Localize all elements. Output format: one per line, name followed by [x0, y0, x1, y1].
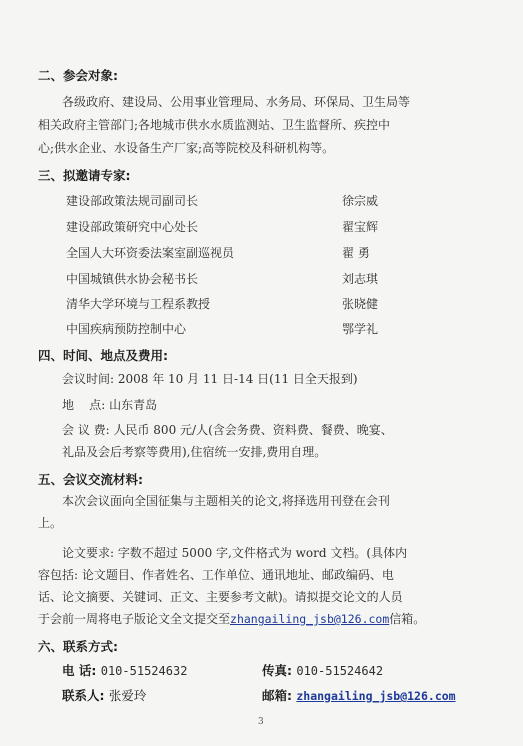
section-6-heading: 六、联系方式:	[38, 639, 118, 654]
expert-name: 翟 勇	[342, 246, 370, 260]
s5-p2-line-4-post: 信箱。	[389, 612, 426, 626]
expert-title: 清华大学环境与工程系教授	[66, 297, 211, 311]
mail-label: 邮箱:	[262, 688, 292, 703]
section-3-heading: 三、拟邀请专家:	[38, 168, 131, 183]
s5-p2-line-4-pre: 于会前一周将电子版论文全文提交至	[38, 612, 231, 626]
s2-line-1: 各级政府、建设局、公用事业管理局、水务局、环保局、卫生局等	[62, 95, 411, 109]
phone-line	[62, 661, 187, 679]
meeting-place: 地 点: 山东青岛	[62, 398, 158, 412]
expert-row	[66, 270, 466, 286]
contact-person-label: 联系人:	[62, 688, 105, 703]
mail-line	[262, 686, 456, 704]
expert-row	[66, 244, 466, 260]
contact-email-link[interactable]: zhangailing_jsb@126.com	[296, 689, 456, 703]
section-2-heading: 二、参会对象:	[38, 68, 118, 83]
expert-row	[66, 192, 466, 208]
contact-person-line	[62, 686, 146, 704]
s2-line-3: 心;供水企业、水设备生产厂家;高等院校及科研机构等。	[38, 141, 335, 155]
phone-label: 电 话:	[62, 663, 97, 678]
page-number: 3	[258, 717, 264, 727]
s5-p1-line-2: 上。	[38, 516, 63, 530]
section-4-heading: 四、时间、地点及费用:	[38, 348, 168, 363]
fax-label: 传真:	[262, 663, 292, 678]
expert-title: 全国人大环资委法案室副巡视员	[66, 246, 235, 260]
expert-title: 建设部政策研究中心处长	[66, 220, 199, 234]
expert-title: 中国城镇供水协会秘书长	[66, 272, 199, 286]
contact-person-value: 张爱玲	[108, 688, 147, 703]
expert-row	[66, 218, 466, 234]
fax-value: 010-51524642	[296, 664, 384, 678]
s5-p1-line-1: 本次会议面向全国征集与主题相关的论文,将择选用刊登在会刊	[62, 494, 390, 508]
s2-line-2: 相关政府主管部门;各地城市供水水质监测站、卫生监督所、疾控中	[38, 118, 391, 132]
meeting-fee-line-2: 礼品及会后考察等费用),住宿统一安排,费用自理。	[62, 445, 327, 459]
meeting-fee-line-1: 会 议 费: 人民币 800 元/人(含会务费、资料费、餐费、晚宴、	[62, 423, 393, 437]
expert-title: 中国疾病预防控制中心	[66, 322, 187, 336]
s5-p2-line-2: 容包括: 论文题目、作者姓名、工作单位、通讯地址、邮政编码、电	[38, 568, 394, 582]
fax-line	[262, 661, 383, 679]
expert-name: 徐宗威	[342, 194, 379, 208]
s5-p2-line-3: 话、论文摘要、关键词、正文、主要参考文献)。请拟提交论文的人员	[38, 590, 403, 604]
section-5-heading: 五、会议交流材料:	[38, 472, 143, 487]
expert-name: 鄂学礼	[342, 322, 379, 336]
expert-row	[66, 295, 466, 311]
expert-title: 建设部政策法规司副司长	[66, 194, 199, 208]
phone-value: 010-51524632	[100, 664, 188, 678]
expert-name: 刘志琪	[342, 272, 379, 286]
expert-name: 翟宝辉	[342, 220, 379, 234]
submission-email-link[interactable]: zhangailing_jsb@126.com	[230, 612, 390, 626]
s5-p2-line-4	[38, 612, 425, 627]
expert-name: 张晓健	[342, 297, 379, 311]
meeting-time: 会议时间: 2008 年 10 月 11 日-14 日(11 日全天报到)	[62, 372, 358, 386]
expert-row	[66, 320, 466, 336]
s5-p2-line-1: 论文要求: 字数不超过 5000 字,文件格式为 word 文档。(具体内	[62, 546, 408, 560]
